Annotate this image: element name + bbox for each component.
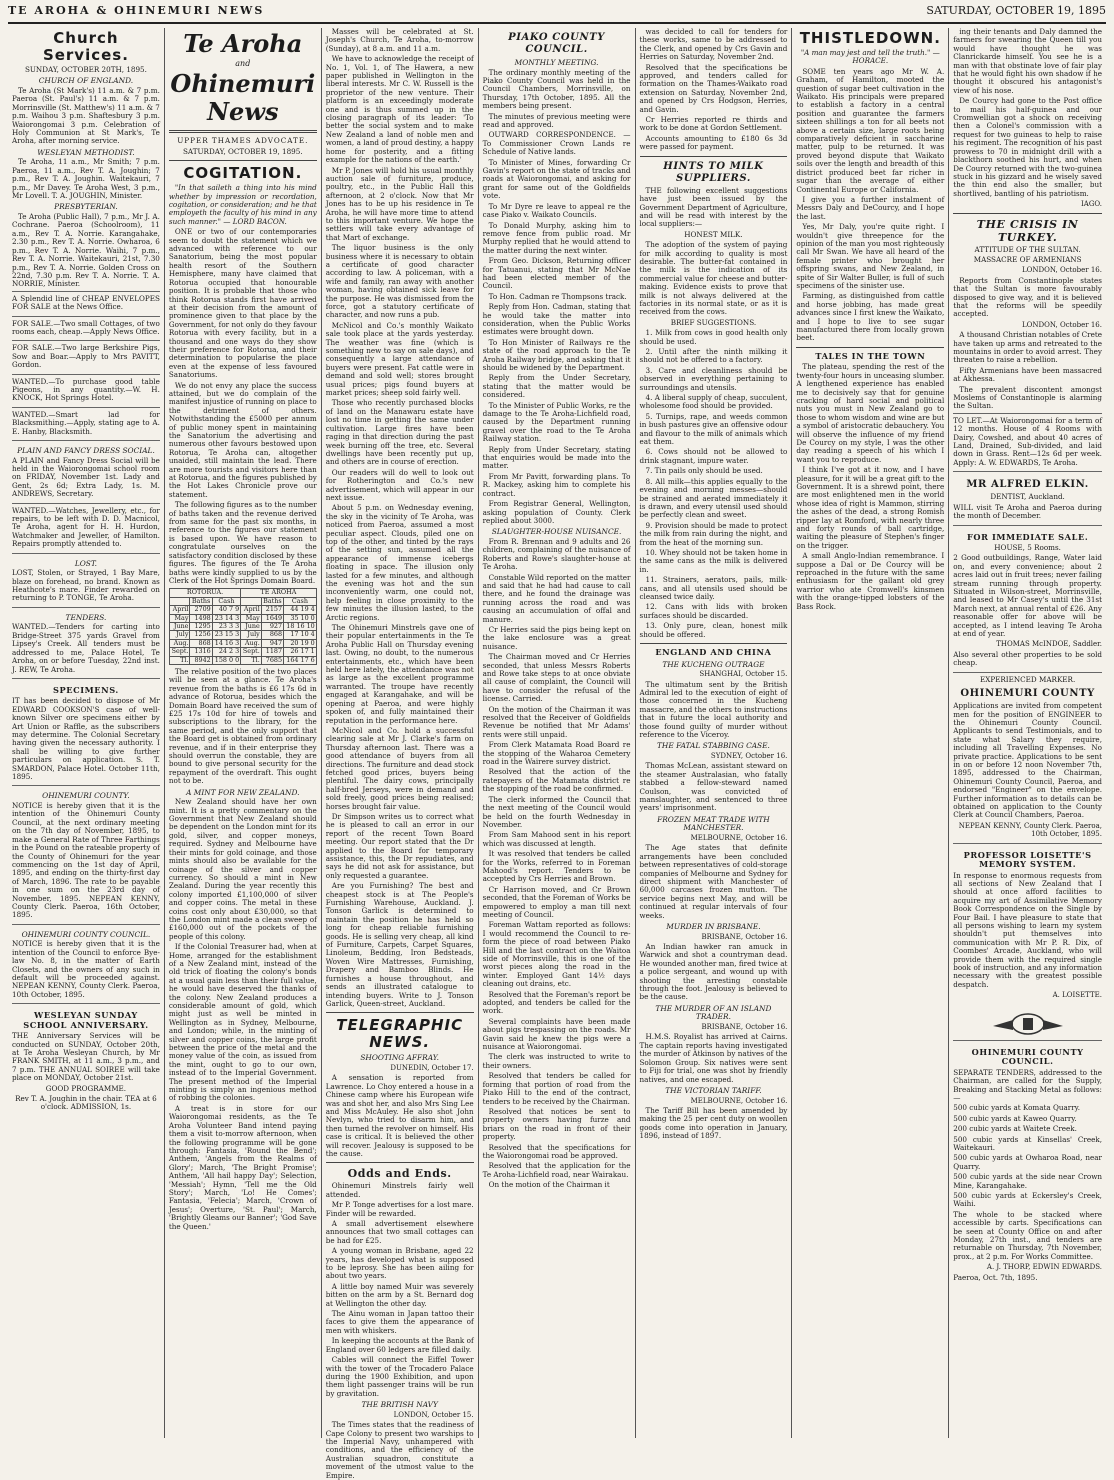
mint-heading: A MINT FOR NEW ZEALAND.	[186, 787, 300, 797]
kucheng-heading: THE KUCHENG OUTRAGE	[662, 659, 765, 669]
council-para: To Hon Minister of Railways re the state of the road approach to the Te Aroha Railway bridge, and asking that it should be widened by the Department.	[482, 337, 631, 372]
shooting-text: A sensation is reported from Lawrence. Lo Choy entered a house in a Chinese camp where his European wife was and shot her, and also Mrs Sing Lee and Miss McAuley. He also shot John Nevlyn, who tried to disarm him, and then turned the revolver on himself. His case is critical. It is believed the other will recover. Jealousy is supposed to be the cause.	[325, 1073, 474, 1158]
table-header: Baths	[263, 596, 282, 605]
church-of-england-heading: CHURCH OF ENGLAND.	[38, 76, 134, 86]
pigs-ad-text: FOR SALE.—Two large Berkshire Pigs, Sow and Boar.—Apply to Mrs PAVITT, Gordon.	[12, 343, 160, 370]
council-para: On the motion of the Chairman it	[488, 1180, 610, 1190]
council-para: The clerk informed the Council that the next meeting of the Council would be held on the fourth Wednesday in November.	[482, 794, 631, 829]
cogitation-para-1: ONE or two of our contemporaries seem to doubt the statement which we advanced with reference to our Sanatorium, being the most popular health resort of the Southern Hemisphere, many have claimed that Rotorua occupied that honourable position. It is probable that those who think Rotorua stands first have arrived at their decision from the amount of prominence given to that place by the Government, for not only do they favour Rotorua with every facility, but in a thousand and one ways do they show their preference for Rotorua, and their determination to popularise the place even at the expense of less favoured Sanatoriums.	[168, 227, 317, 380]
cogitation-para-2: We do not envy any place the success attained, but we do complain of the manifest injustice of running on place to the detriment of others. Notwithstanding the £5000 per annum of public money spent in maintaining the Sanatorium the advertising and numerous other favours bestowed upon Rotorua, Te Aroha can, altogether unaided, still maintain the lead. There are more tourists and visitors here than at Rotorua, and the figures published by the Hot Lakes Chronicle prove our statement.	[168, 380, 317, 499]
milk-item: 1. Milk from cows in good health only should be used.	[639, 328, 788, 346]
cottages-ad-text: FOR SALE.—Two small Cottages, of two rooms each, cheap.—Apply News Office.	[12, 318, 160, 336]
shooting-dateline: DUNEDIN, October 17.	[390, 1063, 474, 1072]
odds-item: Cables will connect the Eiffel Tower with the tower of the Trocadero Palace during the 1900 Exhibition, and upon them light passenger trains will be run by gravitation.	[325, 1355, 474, 1398]
ohinemuri-council-heading: OHINEMURI COUNTY COUNCIL.	[21, 929, 151, 939]
thistledown-para: The plateau, spending the rest of the twenty-four hours in unceasing slumber. A lengthened experience has enabled me to decisively say that for genuine cracking of hard social and political nuts you must in New Zealand go to those to whom wisdom and wine are but a symbol of aristocratic debauchery. You will observe the influence of my friend De Courcy on my style, I was the other day reading a speech of his which I want you to reproduce.	[796, 362, 945, 464]
pigs-ad	[12, 340, 160, 373]
council-para: From Geo. Dickson, Returning officer for Tatuanui, stating that Mr McNae had been elected member of the Council.	[482, 256, 631, 291]
island-trader-text: H.M.S. Royalist has arrived at Cairns. The captain reports having investigated the murder of Atkinson by natives of the Solomon Group. Six natives were sent to Fiji for trial, one was shot by friendly natives, and one escaped.	[639, 1032, 788, 1084]
milk-item: 4. A liberal supply of cheap, succulent, wholesome food should be provided.	[639, 393, 788, 411]
council-para: From Registrar General, Wellington, asking population of County. Clerk replied about 3000.	[482, 499, 631, 525]
council-para: Accounts amounting to £180 6s 3d were passed for payment.	[639, 133, 788, 152]
house-sale-text: 2 Good outbuildings, Range, Water laid on, and every convenience; about 2 acres laid out in fruit trees; never failing stream running through property. Situated in Wilson-street, Morrinsville, and leased to Mr Casey's until the 31st March next, at annual rental of £26. Any reasonable offer for above will be accepted, as I intend leaving Te Aroha at end of year.	[953, 553, 1102, 639]
stabbing-dateline: SYDNEY, October 16.	[710, 751, 788, 760]
lost-ad	[12, 553, 160, 607]
house-sale-ad	[953, 525, 1102, 672]
murder-heading: MURDER IN BRISBANE.	[666, 922, 761, 932]
cogitation-quote: "In that saileth a thing into his mind whether by impression or recordation, cogitation, or consideration; and he that employeth the faculty of his mind in any such manner." — LORD BACON.	[168, 183, 317, 226]
sunday-school-footer: Rev T. A. Joughin in the chair. TEA at 6 o'clock. ADMISSION, 1s.	[15, 1094, 157, 1112]
council-para: Resolved that the application for the Te Aroha-Lichfield road, near Wairakau.	[482, 1161, 631, 1179]
memory-system-heading: PROFESSOR LOISETTE'S MEMORY SYSTEM.	[963, 849, 1092, 870]
envelopes-ad-text: A Splendid line of CHEAP ENVELOPES FOR SALE at the News Office.	[12, 293, 160, 312]
news-item: Dr Simpson writes us to correct what he is pleased to call an error in our report of the recent Town Board meeting. Our report stated that the Dr applied to the Board for temporary assistance, this, the Dr repudiates, and says he did not ask for assistance, but only requested a guarantee.	[325, 811, 474, 880]
band-programme-para: A treat is in store for our Waiorongomai residents, as the Te Aroha Volunteer Band intend paying them a visit to-morrow afternoon, when the following programme will be gone through: Fantasia, 'Round the Bend'; Anthem, 'Angels from the Realms of Glory'; March, 'The Bright Promise'; Anthem, 'All hail happy Day'; Selection, 'Messiah'; Hymn, 'Tell me the Old Story'; March, 'Lo! He Comes'; Fantasia, 'Felecia'; March, 'Crown of Jesus'; Overture, 'St. Paul'; March, 'Brightly Gleams our Banner'; 'God Save the Queen.'	[168, 1103, 317, 1231]
thistledown-para: ing their tenants and Daly damned the farmers for swearing the Queen till you would have thought he was Clanrickarde himself. You see he is a man with that obstinate love of fair play that he would fight his own shadow if he thought it obscured his antagonist's view of his nose.	[953, 27, 1102, 95]
to-let-text: TO LET.—At Waiorongomai for a term of 12 months. House of 4 Rooms with Dairy, Cowshed, and about 40 acres of Land, Drained, Sub-divided, and laid down in Grass. Rent—12s 6d per week. Apply: A. W. EDWARDS, Te Aroha.	[953, 415, 1102, 467]
table-row: June 1295 23 3 3 June 927 18 16 10	[169, 622, 316, 630]
metal-tenders-date: Paeroa, Oct. 7th, 1895.	[953, 1272, 1038, 1282]
blacksmith-ad-text: WANTED.—Smart lad for Blacksmithing.—Apply, stating age to A. E. Hanby, Blacksmith.	[12, 409, 160, 436]
coat-of-arms-icon	[983, 1010, 1073, 1036]
column-5	[636, 28, 793, 1438]
news-item: Mr P. Jones will hold his usual monthly auction sale of furniture, produce, poultry, etc., in the Public Hall this afternoon, at 2 o'clock. Now that Mr Jones has to be up his residence in Te Aroha, he will have more time to attend to this important venture. We hope the settlers will take every advantage of that Mart of exchange.	[325, 165, 474, 242]
house-sale-subheading: HOUSE, 5 Rooms.	[994, 543, 1061, 552]
milk-para: The adoption of the system of paying for milk according to quality is most desirable. The butter-fat contained in the milk is the indication of its commercial value for cheese and butter-making. Evidence exists to prove that milk is not always delivered at the factories in its normal state, or as it is received from the cows.	[639, 240, 788, 317]
council-para: The Chairman moved and Cr Herries seconded, that unless Messrs Roberts and Rowe take steps to at once obviate all cause of complaint, the Council will have to consider the refusal of the license. Carried.	[482, 652, 631, 704]
island-trader-heading: THE MURDER OF AN ISLAND TRADER.	[655, 1003, 772, 1022]
crisis-subheading: ATTITUDE OF THE SULTAN.	[974, 244, 1081, 254]
nameplate-line-1: Te Aroha	[183, 29, 303, 58]
stabbing-heading: THE FATAL STABBING CASE.	[656, 741, 770, 751]
odds-item: A young woman in Brisbane, aged 22 years, has developed what is supposed to be leprosy. She has been ailing for about two years.	[325, 1246, 474, 1281]
odds-item: Mr P. Tonge advertises for a lost mare. Finder will be rewarded.	[325, 1200, 474, 1218]
tariff-heading: THE VICTORIAN TARIFF.	[665, 1085, 762, 1095]
pigeons-ad	[12, 374, 160, 407]
milk-item: 6. Cows should not be allowed to drink stagnant, impure water.	[639, 447, 788, 465]
engineer-signature: NEPEAN KENNY, County Clerk. Paeroa, 10th October, 1895.	[958, 821, 1102, 839]
ohinemuri-county-text: NOTICE is hereby given that it is the intention of the Ohinemuri County Council, at the next ordinary meeting on the 7th day of November, 1895, to make a General Rate of Three Farthings in the Pound on the rateable property of the County of Ohinemuri for the year commencing on the 1st day of April, 1895, and ending on the thirty-first day of March, 1896. The rate to be payable in one sum on the 23rd day of November, 1895. NEPEAN KENNY, County Clerk. Paeroa, 16th October, 1895.	[12, 801, 160, 920]
lost-heading: LOST.	[74, 558, 98, 568]
council-para: To Hon. Cadman re Thompsons track.	[488, 291, 627, 301]
milk-item: 13. Only pure, clean, honest milk should be offered.	[639, 621, 788, 639]
kucheng-dateline: SHANGHAI, October 15.	[699, 670, 788, 679]
slaughter-house-heading: SLAUGHTER-HOUSE NUISANCE.	[491, 527, 622, 537]
news-item: McNicol and Co. hold a successful clearing sale at Mr J. Clarke's farm on Thursday afternoon last. There was a good attendance of buyers from all directions. The furniture and dead stock fetched good prices, buyers being plentiful. The dairy cows, principally half-bred Jerseys, were in demand and sold freely, good prices being realised; horses brought fair value.	[325, 725, 474, 811]
tariff-dateline: MELBOURNE, October 16.	[690, 1096, 788, 1105]
thistledown-quote: "A man may jest and tell the truth." — HORACE.	[800, 48, 940, 66]
council-para: From Sam Mahood sent in his report which was discussed at length.	[482, 830, 631, 848]
table-total-row: Tl. 8942 158 0 0 Tl. 7685 164 17 6	[169, 656, 316, 664]
milk-item: 11. Strainers, aerators, pails, milk-cans, and all utensils used should be cleansed twice daily.	[639, 575, 788, 601]
milk-hints-heading: HINTS TO MILK SUPPLIERS.	[663, 160, 764, 184]
monthly-meeting-heading: MONTHLY MEETING.	[514, 58, 599, 67]
tenders-heading: TENDERS.	[65, 612, 107, 622]
metal-tenders-ad	[953, 1040, 1102, 1286]
telegraphic-news-heading: TELEGRAPHIC NEWS.	[336, 1016, 464, 1052]
specimens-text: IT has been decided to dispose of Mr EDWARD COOKSON'S case of well-known Silver ore specimens either by Art Union or Raffle, as the subscribers may determine. The Colonial Secretary having given the necessary authority. I shall be willing to give further particulars on application. S. T. SMARDON, Palace Hotel. October 11th, 1895.	[12, 696, 160, 782]
list-item: 500 cubic yards at Eckersley's Creek, Waihi.	[953, 1190, 1102, 1209]
list-item: 200 cubic yards at Waitete Creek.	[953, 1124, 1077, 1134]
council-para: To Minister of Mines, forwarding Cr Gavin's report on the state of tracks and roads at Waiorongomai, and asking for grant for same out of the Goldfields vote.	[482, 157, 631, 201]
nameplate-line-2: and	[235, 59, 251, 68]
church-of-england-text: Te Aroha (St Mark's) 11 a.m. & 7 p.m. Paeroa (St. Paul's) 11 a.m. & 7 p.m. Morrinsville (St. Matthew's) 11 a.m. & 7 p.m. Waihou 3 p.m. Shaftesbury 3 p.m. Waiorongomai 3 p.m. Celebration of Holy Communion at St Mark's, Te Aroha, after morning service.	[12, 86, 160, 146]
dress-social-ad	[12, 440, 160, 503]
tales-in-town-heading: TALES IN THE TOWN	[815, 350, 926, 361]
metal-tenders-text: SEPARATE TENDERS, addressed to the Chairman, are called for the Supply, Breaking and Stacking Metal as follows:—	[953, 1067, 1102, 1102]
milk-para: THE following excellent suggestions have just been issued by the Government Department of Agriculture, and will be read with interest by the local suppliers:—	[639, 185, 788, 229]
dentist-subheading: DENTIST, Auckland.	[990, 492, 1065, 502]
odds-and-ends-heading: Odds and Ends.	[347, 1167, 452, 1181]
crisis-para: The prevalent discontent amongst Moslems of Constantinople is alarming the Sultan.	[953, 384, 1102, 411]
running-header	[8, 4, 1106, 24]
council-para: The minutes of previous meeting were read and approved.	[482, 111, 631, 130]
to-let-ad	[953, 413, 1102, 471]
cogitation-para-3: The following figures as to the number of baths taken and the revenue derived from same for the past six months, in reference to the figures our statement is based upon. We have reason to congratulate ourselves on the satisfactory condition disclosed by these figures. The figures of the Te Aroha baths were kindly supplied to us by the Clerk of the Hot Springs Domain Board.	[168, 500, 317, 585]
column-3	[322, 27, 479, 1480]
nameplate-line-3: Ohinemuri News	[170, 69, 316, 127]
issue-date: SATURDAY, OCTOBER 19, 1895	[926, 4, 1106, 17]
honest-milk-heading: HONEST MILK.	[684, 229, 743, 239]
council-para: To Donald Murphy, asking him to remove fence from public road. Mr Murphy replied that he would attend to the matter during the next winter.	[482, 220, 631, 255]
editorial-date: SATURDAY, OCTOBER 19, 1895.	[182, 146, 303, 156]
ohinemuri-council-notice	[12, 924, 160, 1003]
column-7	[949, 28, 1106, 1438]
mint-para-1: New Zealand should have her own mint. It is a pretty commentary on the Government that New Zealand should be dependent on the London mint for its gold, silver, and copper moneys, required. Sydney and Melbourne have their mints for gold coinage, and those mints should also be available for the coinage of the silver and copper currency. So should a mint in New Zealand. During the year recently this colony imported £1,100,000 of silver and copper coins. The metal in these coins cost only about £30,000, so that the London mint made a clean sweep of £160,000 out of the pockets of the people of this colony.	[168, 797, 317, 941]
house-sale-heading: FOR IMMEDIATE SALE.	[966, 531, 1089, 542]
list-item: 500 cubic yards at Komata Quarry.	[953, 1103, 1081, 1113]
crisis-para: Reports from Constantinople states that the Sultan is more favourably disposed to give way, and it is believed that the reforms will be speedily accepted.	[953, 275, 1102, 319]
council-para: Reply from the Under Secretary, stating that the matter would be considered.	[482, 373, 631, 400]
milk-item: 12. Cans with lids with broken surfaces should be discarded.	[639, 602, 788, 620]
wesleyan-text: Te Aroha, 11 a.m., Mr Smith; 7 p.m. Paeroa, 11 a.m., Rev T. A. Joughin; 7 p.m., Rev T. A. Joughin. Waitekauri, 7 p.m., Mr Davey. Te Aroha West, 3 p.m., Mr Lovell. T. A. JOUGHIN, Minister.	[12, 157, 160, 201]
thistledown-signature: IAGO.	[1081, 200, 1102, 209]
odds-item: Ohinemuri Minstrels fairly well attended.	[325, 1181, 474, 1199]
table-heading-rotorua: ROTORUA.	[169, 589, 240, 597]
sunday-school-heading: WESLEYAN SUNDAY SCHOOL ANNIVERSARY.	[23, 1010, 149, 1030]
tariff-text: The Tariff Bill has been amended by making the 25 per cent duty on woollen goods come into operation in January, 1896, instead of 1897.	[639, 1105, 788, 1141]
dentist-text: WILL visit Te Aroha and Paeroa during the month of December.	[953, 502, 1102, 521]
table-row: Aug. 868 14 16 3 Aug. 947 20 19 0	[169, 639, 316, 647]
council-para: To the Minister of Public Works, re the damage to the Te Aroha-Lichfield road, caused by the Department running gravel over the road to the Te Aroha Railway station.	[482, 400, 631, 444]
thistledown-para: I give you a further instalment of Messrs Daly and DeCourcy, and I hope the last.	[796, 194, 945, 221]
ohinemuri-county-rate-notice	[12, 785, 160, 923]
brief-suggestions-heading: BRIEF SUGGESTIONS.	[670, 317, 757, 327]
memory-system-text: In response to enormous requests from all sections of New Zealand that I should at once afford facilities to acquire my art of Assimilative Memory Book Correspondence on the Single by Four Bail. I have pleasure to state that all persons wishing to learn my system shouldn't put themselves into communication with Mr P. R. Dix, of Coombes' Arcade, Auckland, who will provide them with the required single book of instruction, and any information necessary with the greatest possible despatch.	[953, 870, 1102, 989]
odds-item: A small advertisement elsewhere announces that two small cottages can be had for £25.	[325, 1219, 474, 1245]
council-para: The clerk was instructed to write to their owners.	[482, 1052, 631, 1070]
list-item: 500 cubic yards at Kaweo Quarry.	[953, 1113, 1077, 1123]
murder-dateline: BRISBANE, October 16.	[701, 932, 788, 941]
cogitation-heading: COGITATION.	[183, 164, 303, 183]
dress-social-heading: PLAIN AND FANCY DRESS SOCIAL.	[17, 446, 155, 455]
council-para: Constable Wild reported on the matter and said that he had had cause to call there, and he found the drainage was running across the road and was causing an accumulation of offal and manure.	[482, 572, 631, 624]
metal-tenders-signature: A. J. THORP, EDWIN EDWARDS.	[986, 1263, 1102, 1272]
engineer-ad	[953, 672, 1102, 843]
council-para: Cr Herries reported re thirds and work to be done at Gordon Settlement.	[639, 115, 788, 133]
church-services-heading: Church Services.	[42, 29, 129, 64]
milk-item: 8. All milk—this applies equally to the evening and morning messes—should be strained and aerated immediately it is drawn, and every utensil used should be perfectly clean and sweet.	[639, 476, 788, 520]
table-row: Sept. 1316 24 2 3 Sept. 1187 26 17 1	[169, 648, 316, 656]
lost-text: LOST, Stolen, or Strayed, 1 Bay Mare, blaze on forehead, no brand. Known as Heathcote's mare. Finder rewarded on returning to P. TONGE, Te Aroha.	[12, 568, 160, 603]
table-row: July 1256 23 15 3 July 868 17 10 4	[169, 631, 316, 639]
odds-item: A little boy named Muir was severely bitten on the arm by a St. Bernard dog at Wellington the other day.	[325, 1281, 474, 1308]
marker-heading: EXPERIENCED MARKER.	[979, 674, 1076, 684]
news-item: Our readers will do well to look out for Rotherington and Co.'s new advertisement, which will appear in our next issue.	[325, 467, 474, 502]
murder-text: An Indian hawker ran amuck in Warwick and shot a countryman dead. He wounded another man, fired twice at a police sergeant, and wound up with shooting the arresting constable through the foot. Jealousy is believed to be the cause.	[639, 942, 788, 1002]
thistledown-heading: THISTLEDOWN.	[799, 29, 941, 47]
milk-item: 9. Provision should be made to protect the milk from rain during the night, and from the heat of the morning sun.	[639, 520, 788, 547]
milk-item: 3. Care and cleanliness should be observed in everything pertaining to surroundings and utensils.	[639, 365, 788, 392]
council-para: was decided to call for tenders for these works, same to be addressed to the Clerk, and opened by Crs Gavin and Herries on Saturday, November 2nd.	[639, 27, 788, 62]
column-4	[479, 28, 636, 1438]
milk-item: 5. Turnips, rape, and weeds common in bush pastures give an offensive odour and flavour to the milk of animals which eat them.	[639, 411, 788, 447]
ohinemuri-council-text: NOTICE is hereby given that it is the intention of the Council to enforce Bye-law No. 8, in the matter of Earth Closets, and the owners of any such in default will be proceeded against. NEPEAN KENNY, County Clerk. Paeroa, 10th October, 1895.	[12, 939, 160, 999]
council-para: Resolved that notices be sent to property owners having furze and briars on the road in front of their property.	[482, 1106, 631, 1142]
news-item: Those who recently purchased blocks of land on the Manawaru estate have lost no time in getting the same under cultivation. Large fires have been raging in that direction during the past week burning off the tree, etc. Several dwellings have been recently put up, and others are in course of erection.	[325, 398, 474, 467]
odds-item: The Ainu woman in Japan tattoo their faces to give them the appearance of men with whiskers.	[325, 1309, 474, 1335]
envelopes-ad	[12, 291, 160, 316]
dentist-ad	[953, 471, 1102, 524]
watches-ad-text: WANTED.—Watches, Jewellery, etc., for repairs, to be left with D. D. Macnicol, Te Aroha, agent for H. H. Hurdon, Watchmaker and Jeweller, of Hamilton. Repairs promptly attended to.	[12, 505, 160, 549]
kucheng-text: The ultimatum sent by the British Admiral led to the execution of eight of those concerned in the Kucheng massacre, and the others to instructions that in future the local authority and those found guilty of murder without reference to the Viceroy.	[639, 679, 788, 739]
table-heading-te-aroha: TE AROHA	[241, 589, 317, 597]
presbyterian-text: Te Aroha (Public Hall), 7 p.m., Mr J. A. Cochrane. Paeroa (Schoolroom), 11 a.m., Rev T. A. Norrie. Karangahake, 2.30 p.m., Rev T. A. Norrie. Owharoa, 6 p.m., Rev T. A. Norrie. Waihi, 7 p.m., Rev T. A. Norrie. Waitekauri, 21st, 7.30 p.m., Rev T. A. Norrie. Golden Cross on 22nd, 7.30 p.m. Rev T. A. Norrie. T. A. NORRIE, Minister.	[12, 212, 160, 289]
news-item: The liquor business is the only business where it is necessary to obtain a certificate of good character according to law. A policeman, with a wife and family, ran away with another woman, having obtained sick leave for the purpose. He was dismissed from the force, got a statutory certificate of character, and now runs a pub.	[325, 243, 474, 320]
tenders-ad	[12, 607, 160, 678]
council-para: Resolved that the action of the ratepayers of the Matamata district re the stopping of the road be confirmed.	[482, 767, 631, 794]
crisis-para: A thousand Christian notables of Crete have taken up arms and retreated to the mountains in order to avoid arrest. They threaten to raise a rebellion.	[953, 330, 1102, 365]
metal-tenders-heading: OHINEMURI COUNTY COUNCIL.	[971, 1046, 1084, 1067]
wesleyan-heading: WESLEYAN METHODIST.	[37, 147, 135, 157]
house-sale-signature: THOMAS McINDOE, Saddler.	[996, 640, 1102, 649]
cogitation-para-4: The relative position of the two places will be seen at a glance. Te Aroha's revenue from the baths is £6 17s 6d in advance of Rotorua, besides which the Domain Board have received the sum of £25 17s 10d for hire of towels and subscriptions to the library, for the same period, and the only support that the Board get is obtained from ordinary revenue, and if in their enterprise they should overrun the constable, they are bound to give personal security for the repayment of the overdraft. This ought not to be.	[168, 666, 317, 786]
stabbing-text: Thomas McLean, assistant steward on the steamer Australasian, who fatally stabbed a fellow-steward named Coulson, was convicted of manslaughter, and sentenced to three years' imprisonment.	[639, 761, 788, 813]
column-2	[165, 28, 322, 1438]
tenders-text: WANTED.—Tenders for carting into Bridge-Street 375 yards Gravel from Lipsey's Creek. All tenders must be addressed to me, Palace Hotel, Te Aroha, on or before Tuesday, 22nd inst. J. REW, Te Aroha.	[12, 622, 160, 674]
list-item: 500 cubic yards at Kinsellas' Creek, Waitekauri.	[953, 1134, 1102, 1152]
table-header: Cash	[284, 597, 317, 605]
shooting-heading: SHOOTING AFFRAY.	[360, 1053, 440, 1063]
navy-dateline: LONDON, October 15.	[393, 1410, 474, 1419]
specimens-ad	[12, 678, 160, 786]
thistledown-para: I think I've got at it now, and I have pleasure, for it will be a great gift to the Government. It is a shrewd point, there are most enlightened men in the world whose idea of right is Mammon, stirring the ashes of the dead, a strong Romish ripper lay at Romford, with nearly three and forty rounds of ball cartridge, waiting the pleasure of Stephen's finger on the trigger.	[796, 465, 945, 550]
presbyterian-heading: PRESBYTERIAN.	[54, 202, 118, 212]
house-sale-note: Also several other properties to be sold cheap.	[953, 649, 1102, 668]
church-date-line: SUNDAY, OCTOBER 20TH, 1895.	[24, 65, 147, 74]
council-para: Foreman Wattam reported as follows: I would recommend the Council to re-form the piece of road between Piako Hill and the last contract on the Waitoa side of Morrinsville, this is one of the worst pieces along the road in the winter. Employed Gant 14½ days cleaning out drains, etc.	[482, 920, 631, 989]
milk-item: 7. Tin pails only should be used.	[645, 466, 763, 476]
piako-council-heading: PIAKO COUNTY COUNCIL.	[508, 32, 605, 55]
news-item: McNicol and Co.'s monthly Waikato sale took place at the yards yesterday. The weather was fine (which is something new to say on sale days), and consequently a large attendance of buyers were present. Fat cattle were in demand and sold well; stores brought usual prices; pigs found buyers at market prices; sheep sold fairly well.	[325, 320, 474, 398]
blacksmith-ad	[12, 407, 160, 440]
council-para: Resolved that tenders be called for forming that portion of road from the Piako Hill to the end of the contract, tenders to be received by the Chairman.	[482, 1071, 631, 1106]
crisis-para: Fifty Armenians have been massacred at Akhessa.	[953, 365, 1102, 384]
milk-item: 2. Until after the ninth milking it should not be offered to a factory.	[639, 347, 788, 365]
thistledown-para: Farming, as distinguished from cattle and horse jobbing, has made great advances since I first knew the Waikato, and I hope to live to see sugar manufactured there from locally grown beet.	[796, 291, 945, 343]
watches-ad	[12, 503, 160, 553]
council-para: Several complaints have been made about pigs trespassing on the roads. Mr Gavin said he knew the pigs were a nuisance at Waiorongomai.	[482, 1016, 631, 1052]
specimens-heading: SPECIMENS.	[52, 684, 119, 695]
crisis-dateline: LONDON, October 16.	[1021, 266, 1102, 275]
baths-table	[169, 588, 317, 665]
subhead: UPPER THAMES ADVOCATE.	[177, 136, 309, 146]
crisis-turkey-heading: THE CRISIS IN TURKEY.	[976, 217, 1079, 244]
navy-text: The Times states that the readiness of Cape Colony to present two warships to the Imperial Navy, unhampered with conditions, and the efficiency of the Australian squadron, constitute a movement of the utmost value to the Empire.	[325, 1420, 474, 1480]
news-item: We have to acknowledge the receipt of No. 1, Vol. 1, of The Hawera, a new paper published in Wellington in the liberal interests. Mr C. W. Russell is the proprietor of the new venture. Their platform is an exceedingly moderate one and is thus summed up in the closing paragraph of its leader: 'To better the social system and to make New Zealand a land of noble men and women, a land of proud destiny, a happy home for posterity, and a fitting example for the nations of the earth.'	[325, 54, 474, 165]
memory-system-ad	[953, 843, 1102, 1004]
crisis-subheading-2: MASSACRE OF ARMENIANS	[973, 254, 1082, 264]
table-header: Baths	[191, 596, 211, 605]
news-item: The Ohinemuri Minstrels gave one of their popular entertainments in the Te Aroha Public Hall on Thursday evening last. Owing, no doubt, to the numerous entertainments, etc., which have been held here lately, the attendance was not as large as the excellent programme warranted. The troupe have recently engaged at Karangahake, and will be opening at Paeroa, and were highly spoken of, and fully maintained their reputation in the performance here.	[325, 623, 474, 725]
council-para: From Clerk Matamata Road Board re the stopping of the Waharoa Cemetery road in the Wairere survey district.	[482, 740, 631, 767]
council-para: Cr Harrison moved, and Cr Brown seconded, that the Foreman of Works be empowered to employ a man till next meeting of Council.	[482, 884, 631, 919]
thistledown-para: A small Anglo-Indian remembrance. I suppose a Dal or De Courcy will be reproached in the future with the same enthusiasm for the gallant old grey warrior who ate Cromwell's kinsmen with the orange-tipped lobsters of the Bass Rock.	[796, 551, 945, 611]
news-item: Are you Furnishing? The best and cheapest stock is at The People's Furnishing Warehouse, Auckland. J. Tonson Garlick is determined to maintain the position he has held so long for cheap reliable furnishing goods. He is selling very cheap, all kind of Furniture, Carpets, Carpet Squares, Linoleum, Bedding, Iron Bedsteads, Woven Wire Mattresses, Furnishing, Drapery and Bamboo Blinds. He furnishes a house throughout, and sends an illustrated catalogue to intending buyers. Write to J. Tonson Garlick, Queen-street, Auckland.	[325, 881, 474, 1008]
programme-line: GOOD PROGRAMME.	[45, 1083, 127, 1093]
council-para: To Mr Dyre re leave to appeal re the case Piako v. Waikato Councils.	[482, 201, 631, 220]
frozen-meat-dateline: MELBOURNE, October 16.	[690, 833, 788, 842]
council-para: Resolved that the specifications for the Waiorongomai road be approved.	[482, 1142, 631, 1160]
pigeons-ad-text: WANTED.—To purchase good table Pigeons, in any quantity.—W. H. KNOCK, Hot Springs Hotel.	[12, 376, 160, 403]
council-para: From Mr Pavitt, forwarding plans. To R. Mackey, asking him to complete his contract.	[482, 471, 631, 498]
sunday-school-ad	[12, 1003, 160, 1116]
council-para: Reply from Hon. Cadman, stating that he would take the matter into consideration, when the Public Works estimates were brought down.	[482, 302, 631, 337]
england-china-heading: ENGLAND AND CHINA	[655, 647, 772, 657]
engineer-text: Applications are invited from competent men for the position of ENGINEER to the Ohinemuri County Council. Applicants to send Testimonials, and to state what Salary they require, including all Travelling Expenses. No private practice. Applications to be sent in on or before 12 noon November 7th, 1895, addressed to the Chairman, Ohinemuri County Council, Paeroa, and endorsed "Engineer" on the envelope. Further information as to details can be obtained on application to the County Clerk at Council Chambers, Paeroa.	[953, 701, 1102, 820]
dress-social-text: A PLAIN and Fancy Dress Social will be held in the Waiorongomai school room on FRIDAY, November 1st. Lady and Gent, 2s 6d; Extra Lady, 1s. M. ANDREWS, Secretary.	[12, 455, 160, 499]
mint-para-2: If the Colonial Treasurer had, when at Home, arranged for the establishment of a New Zealand mint, instead of the old trick of floating the colony's bonds at a usual gain less than their full value, he would have deserved the thanks of the colony. New Zealand produces a considerable amount of gold, which might just as well be minted in Wellington as in Sydney, Melbourne, and London; while, in the minting of silver and copper coins, the large profit between the price of the metal and the money value of the coin, as issued from the mint, ought to go to our own, instead of to the Imperial Government. The present method of the Imperial minting is simply an ingenious method of robbing the colonies.	[168, 942, 317, 1103]
island-trader-dateline: BRISBANE, October 16.	[701, 1023, 788, 1032]
table-header: Cash	[212, 597, 240, 605]
odds-item: In keeping the accounts at the Bank of England over 60 ledgers are filled daily.	[325, 1336, 474, 1354]
council-para: Reply from Under Secretary, stating that enquiries would be made into the matter.	[482, 444, 631, 471]
news-item: About 5 p.m. on Wednesday evening, the sky in the vicinity of Te Aroha, was noticed from Paeroa, assumed a most peculiar aspect. Clouds, piled one on top of the other, and tinted by the rays of the setting sun, assumed all the appearance of immense icebergs floating in space. The illusion only lasted for a few minutes, and although the evening was hot and the sun inconveniently warm, one could not, help feeling in close proximity to the few minutes the illusion lasted, to the Arctic regions.	[325, 503, 474, 622]
list-item: 500 cubic yards at the side near Crown Mine, Karangahake.	[953, 1172, 1102, 1190]
news-item: Masses will be celebrated at St. Joseph's Church, Te Aroha, to-morrow (Sunday), at 8 a.m. and 11 a.m.	[325, 27, 474, 53]
frozen-meat-heading: FROZEN MEAT TRADE WITH MANCHESTER.	[657, 814, 770, 833]
council-para: It was resolved that tenders be called for the Works, referred to in Foreman Mahood's report. Tenders to be accepted by Crs Herries and Brown.	[482, 849, 631, 884]
thistledown-para: De Courcy had gone to the Post office to mail his half-guinea and our Cromwellian got a shock on receiving then a Colonel's commission with a request for two guineas to help to raise his regiment. The recognition of his past prowess to 70 in midnight drill with a blackthorn soothed his hurt, and when De Courcy returned with the two-guinea stuck in his gizzard and he wisely saved the thin end also the smaller, but shortlived, bantling of his patriotism.	[953, 96, 1102, 198]
council-para: Resolved that the Foreman's report be adopted, and tenders be called for the work.	[482, 989, 631, 1016]
council-para: Resolved that the specifications be approved, and tenders called for formation on the Thames-Waikato road extension on Saturday, November 2nd, and opened by Crs Hodgson, Herries, and Gavin.	[639, 62, 788, 114]
milk-item: 10. Whey should not be taken home in the same cans as the milk is delivered in.	[639, 547, 788, 574]
sunday-school-text: THE Anniversary Services will be conducted on SUNDAY, October 20th, at Te Aroha Wesleyan Church, by Mr FRANK SMITH, at 11 a.m., 3 p.m., and 7 p.m. THE ANNUAL SOIREE will take place on MONDAY, October 21st.	[12, 1031, 160, 1083]
newspaper-running-title: TE AROHA & OHINEMURI NEWS	[8, 4, 265, 17]
crisis-dateline: LONDON, October 16.	[1021, 320, 1102, 329]
dentist-heading: MR ALFRED ELKIN.	[966, 479, 1089, 491]
cottages-ad	[12, 316, 160, 341]
column-1	[8, 28, 165, 1438]
column-6	[792, 28, 949, 1438]
council-para: The ordinary monthly meeting of the Piako County Council was held in the Council Chambers, Morrinsville, on Thursday, 17th October, 1895. All the members being present.	[482, 67, 631, 111]
frozen-meat-text: The Age states that definite arrangements have been concluded between representatives of cold-storage companies of Melbourne and Sydney for direct shipment with Manchester of 60,000 carcases frozen mutton. The service begins next May, and will be continued at regular intervals of four weeks.	[639, 843, 788, 920]
table-row: April 2709 40 7 9 April 2157 44 19 4	[169, 606, 316, 614]
ohinemuri-county-heading: OHINEMURI COUNTY.	[42, 791, 130, 801]
thistledown-para: Yes, Mr Daly, you're quite right. I wouldn't give threepence for the opinion of the man you most righteously call Mr Swan. We have all heard of the female printer who brought her offspring swans, and New Zealand, in spite of Sir Walter Buller, is full of such specimens of the sinister use.	[796, 222, 945, 290]
metal-tenders-footer: The whole to be stacked where accessible by carts. Specifications can be seen at County Office on and after Monday, 27th inst., and tenders are returnable on Thursday, 7th November, prox., at 2 p.m. For Works Committee.	[953, 1209, 1102, 1261]
council-para: From R. Brennan and 9 adults and 26 children, complaining of the nuisance of Roberts and Rowe's slaughter-house at Te Aroha.	[482, 536, 631, 572]
thistledown-para: SOME ten years ago Mr W. A. Graham, of Hamilton, mooted the question of sugar beet cultivation in the Waikato. His principals were prepared to establish a factory in a central position and guarantee the farmers sixteen shillings a ton for all beets not above a certain size, large roots being comparatively deficient in saccharine matter, pulp to be returned. It was proved beyond dispute that Waikato soils over the length and breadth of this district produced beet far richer in sugar than the average of either Continental Europe or California.	[796, 66, 945, 194]
council-para: OUTWARD CORRESPONDENCE. — To Commissioner Crown Lands re Schedule of Native lands.	[482, 130, 631, 157]
memory-system-signature: A. LOISETTE.	[1052, 991, 1102, 1000]
list-item: 500 cubic yards at Owharoa Road, near Quarry.	[953, 1153, 1102, 1171]
council-para: Cr Herries said the pigs being kept on the lake enclosure was a great nuisance.	[482, 624, 631, 651]
navy-heading: THE BRITISH NAVY	[361, 1400, 438, 1410]
ohinemuri-county-heading: OHINEMURI COUNTY	[960, 688, 1095, 700]
council-para: On the motion of the Chairman it was resolved that the Receiver of Goldfields Revenue be notified that Mr Adams' rents were still unpaid.	[482, 704, 631, 739]
table-row: May 1498 23 14 3 May 1649 35 10 0	[169, 614, 316, 622]
